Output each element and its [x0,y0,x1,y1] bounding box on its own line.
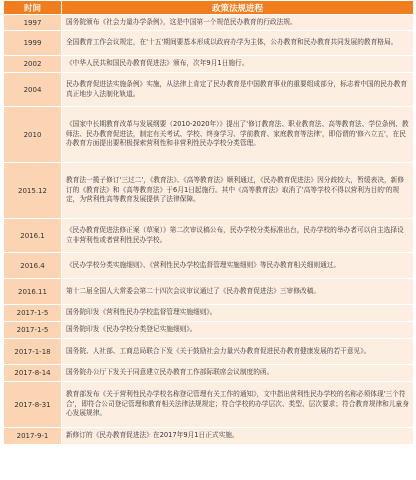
table-row [4,219,414,253]
table-row [4,305,414,322]
row-event: 《国家中长期教育改革与发展纲要（2010-2020年）》提出了'修订教育法、职业教育法、高等教育法、学位条例、教师法、民办教育促进法，制定有关考试、学校、终身学习、学前教育、家庭教育等法律'，即俗谓的'修六立五'，在民办教育方面提出要积极探索营利性和非营利性民办学校分类管理。 [62,107,414,163]
row-date: 2015.12 [4,163,62,219]
table-row [4,253,414,279]
table-row [4,279,414,305]
row-event: 《中华人民共和国民办教育促进法》颁布，次年9月1日施行。 [62,56,414,73]
row-event: 第十二届全国人大常委会第二十四次会议审议通过了《民办教育促进法》三审修改稿。 [62,279,414,305]
row-event: 国务院印发《民办学校分类登记实施细则》。 [62,322,414,339]
policy-timeline-table [3,0,414,445]
row-event: 国务院颁布《社会力量办学条例》，这是中国第一个规范民办教育的行政法规。 [62,15,414,31]
table-row [4,339,414,365]
table-row [4,15,414,31]
row-event: 国务院、人社部、工商总局联合下发《关于鼓励社会力量兴办教育促进民办教育健康发展的若干意见》。 [62,339,414,365]
row-date: 1997 [4,15,62,31]
row-event: 教育部发布《关于营利性民办学校名称登记管理有关工作的通知》，文中指出营利性民办学校的名称必须体现'三个符合'，即符合公司登记管理和教育相关法律法规规定；符合学校的办学层次、类型、层次要求；符合教育规律和儿童身心发展规律。 [62,382,414,428]
event-column-header: 政策法规进程 [62,1,414,15]
row-date: 2017-1-5 [4,305,62,322]
table-row [4,382,414,428]
table-row [4,31,414,56]
table-header-row [4,1,414,15]
table-row [4,365,414,382]
row-date: 1999 [4,31,62,56]
row-date: 2004 [4,73,62,107]
row-event: 《民办学校分类实施细则》、《营利性民办学校监督管理实施细则》等民办教育相关细则通过。 [62,253,414,279]
row-date: 2017-8-31 [4,382,62,428]
row-date: 2016.1 [4,219,62,253]
row-event: 《民办教育促进法修正案（草案）》第二次审议稿公布，民办学校分类标准出台，民办学校的举办者可以自主选择设立非营利性或者营利性民办学校。 [62,219,414,253]
row-date: 2002 [4,56,62,73]
row-date: 2017-1-5 [4,322,62,339]
table-row [4,428,414,445]
date-column-header: 时间 [4,1,62,15]
table-row [4,163,414,219]
row-date: 2016.11 [4,279,62,305]
row-date: 2016.4 [4,253,62,279]
row-event: 新修订的《民办教育促进法》在2017年9月1日正式实施。 [62,428,414,445]
table-row [4,322,414,339]
row-event: 国务院办公厅下发关于同意建立民办教育工作部际联席会议制度的函。 [62,365,414,382]
row-date: 2017-8-14 [4,365,62,382]
row-date: 2010 [4,107,62,163]
row-date: 2017-9-1 [4,428,62,445]
row-event: 民办教育促进法实施条例》实施，从法律上肯定了民办教育是中国教育事业的重要组成部分，标志着中国的民办教育真正地步入法制化轨道。 [62,73,414,107]
row-event: 全国教育工作会议规定，在'十五'期间要基本形成以政府办学为主体，公办教育和民办教育共同发展的教育格局。 [62,31,414,56]
row-event: 国务院印发《营利性民办学校监督管理实施细则》。 [62,305,414,322]
row-date: 2017-1-18 [4,339,62,365]
table-row [4,107,414,163]
table-row [4,56,414,73]
table-row [4,73,414,107]
row-event: 教育法一揽子修订'三过二'，《教育法》、《高等教育法》顺利通过，《民办教育促进法》因分歧较大，暂缓表决，新修订的《教育法》和《高等教育法》于6月1日起施行。其中《高等教育法》取消了'高等学校不得以营利为目的'的规定，为营利性高等教育发展提供了法律保障。 [62,163,414,219]
